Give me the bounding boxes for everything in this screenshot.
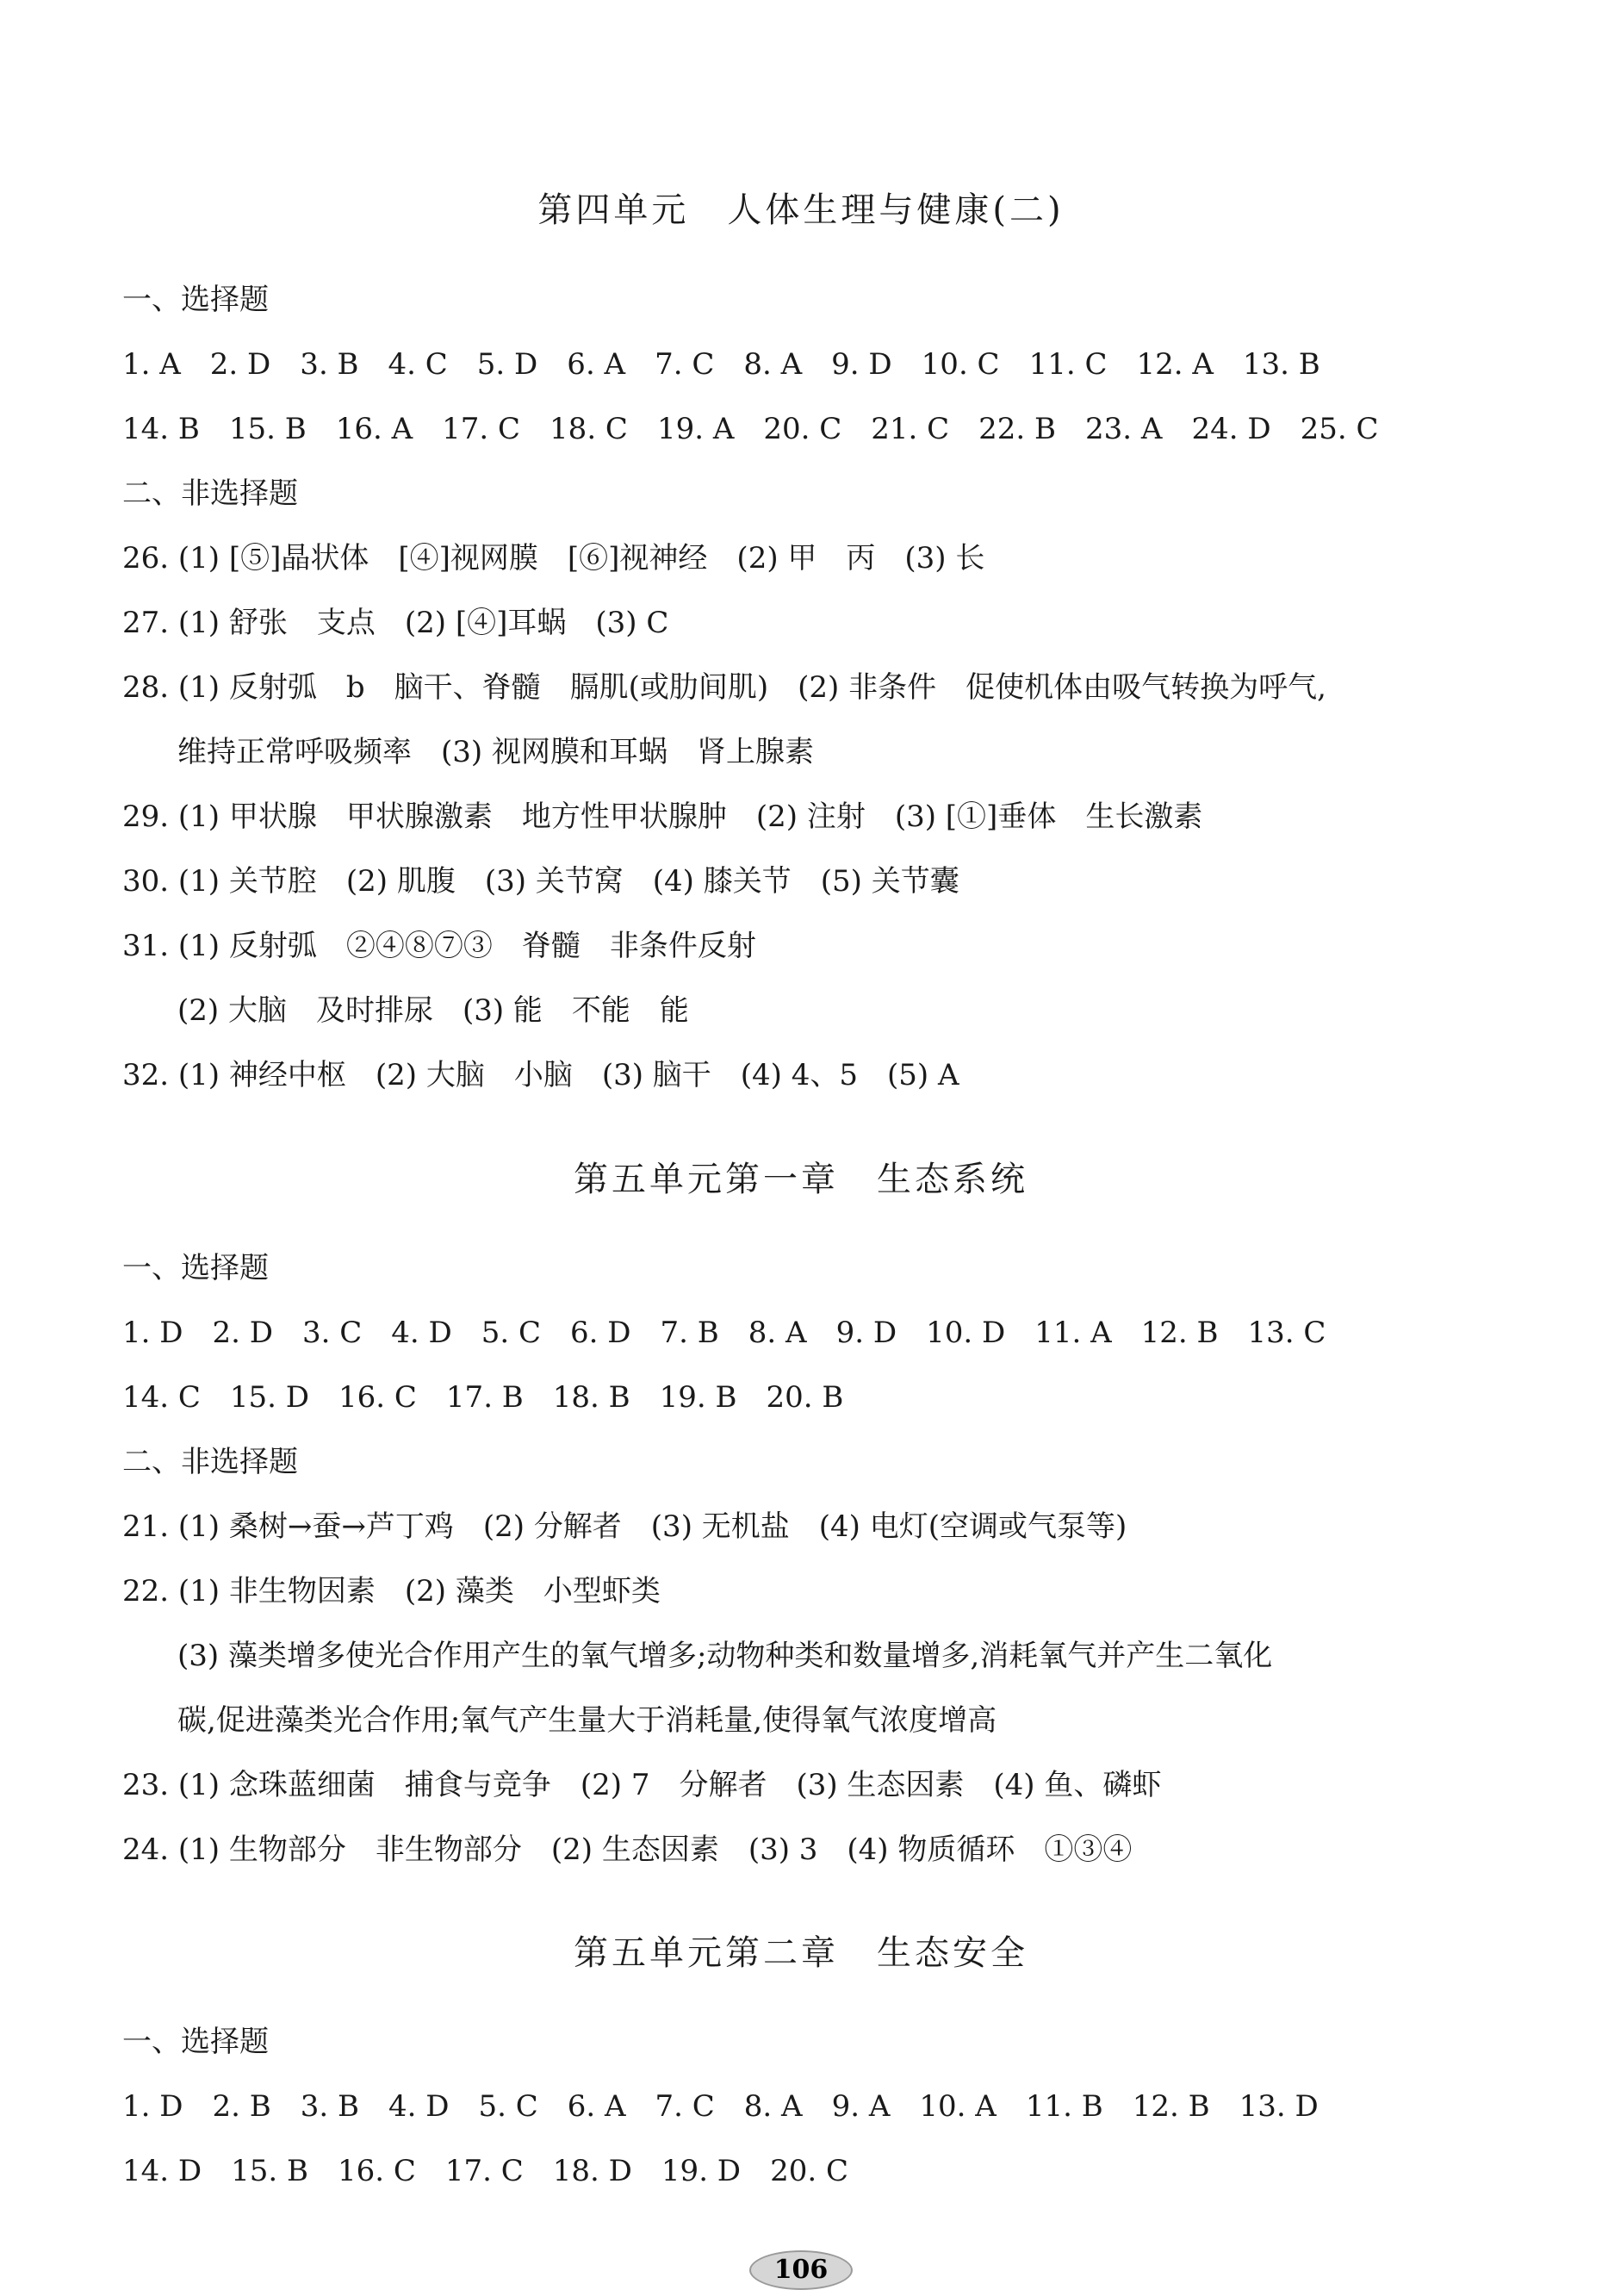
unit-title: 第五单元第二章 生态安全 <box>574 1933 1028 1973</box>
answer-line: 22. (1) 非生物因素 (2) 藻类 小型虾类 <box>122 1574 661 1608</box>
unit-title: 第四单元 人体生理与健康(二) <box>537 190 1065 230</box>
answer-line: 30. (1) 关节腔 (2) 肌腹 (3) 关节窝 (4) 膝关节 (5) 关节囊 <box>122 864 959 899</box>
page-number-badge <box>749 2250 853 2290</box>
answer-line: 1. D 2. B 3. B 4. D 5. C 6. A 7. C 8. A 9. A 10. A 11. B 12. B 13. D <box>122 2089 1319 2124</box>
answer-line: (3) 藻类增多使光合作用产生的氧气增多;动物种类和数量增多,消耗氧气并产生二氧化 <box>177 1639 1273 1673</box>
page-number: 106 <box>773 2255 829 2285</box>
answer-line: 14. B 15. B 16. A 17. C 18. C 19. A 20. C 21. C 22. B 23. A 24. D 25. C <box>122 412 1379 446</box>
answer-line: 26. (1) [⑤]晶状体 [④]视网膜 [⑥]视神经 (2) 甲 丙 (3) 长 <box>122 541 985 576</box>
section-heading: 一、选择题 <box>122 1251 269 1285</box>
answer-line: 24. (1) 生物部分 非生物部分 (2) 生态因素 (3) 3 (4) 物质循环 ①③④ <box>122 1832 1133 1867</box>
section-heading: 一、选择题 <box>122 2025 269 2059</box>
answer-line: 31. (1) 反射弧 ②④⑧⑦③ 脊髓 非条件反射 <box>122 929 756 963</box>
answer-line: 29. (1) 甲状腺 甲状腺激素 地方性甲状腺肿 (2) 注射 (3) [①]垂体 生长激素 <box>122 800 1203 834</box>
answer-line: 14. C 15. D 16. C 17. B 18. B 19. B 20. B <box>122 1380 844 1415</box>
answer-line: 14. D 15. B 16. C 17. C 18. D 19. D 20. C <box>122 2154 848 2188</box>
answer-line: 32. (1) 神经中枢 (2) 大脑 小脑 (3) 脑干 (4) 4、5 (5) A <box>122 1058 959 1092</box>
answer-line: 28. (1) 反射弧 b 脑干、脊髓 膈肌(或肋间肌) (2) 非条件 促使机体由吸气转换为呼气, <box>122 670 1326 705</box>
answer-line: 21. (1) 桑树→蚕→芦丁鸡 (2) 分解者 (3) 无机盐 (4) 电灯(空调或气泵等) <box>122 1509 1127 1544</box>
answer-line: 1. A 2. D 3. B 4. C 5. D 6. A 7. C 8. A 9. D 10. C 11. C 12. A 13. B <box>122 347 1320 382</box>
answer-line: 维持正常呼吸频率 (3) 视网膜和耳蜗 肾上腺素 <box>177 735 814 769</box>
answer-line: (2) 大脑 及时排尿 (3) 能 不能 能 <box>177 993 689 1028</box>
answer-line: 23. (1) 念珠蓝细菌 捕食与竞争 (2) 7 分解者 (3) 生态因素 (4) 鱼、磷虾 <box>122 1768 1162 1802</box>
answer-line: 碳,促进藻类光合作用;氧气产生量大于消耗量,使得氧气浓度增高 <box>177 1703 997 1738</box>
answer-line: 1. D 2. D 3. C 4. D 5. C 6. D 7. B 8. A 9. D 10. D 11. A 12. B 13. C <box>122 1316 1326 1350</box>
section-heading: 二、非选择题 <box>122 1445 298 1479</box>
answer-line: 27. (1) 舒张 支点 (2) [④]耳蜗 (3) C <box>122 606 669 640</box>
unit-title: 第五单元第一章 生态系统 <box>574 1160 1028 1199</box>
section-heading: 二、非选择题 <box>122 476 298 511</box>
section-heading: 一、选择题 <box>122 283 269 317</box>
